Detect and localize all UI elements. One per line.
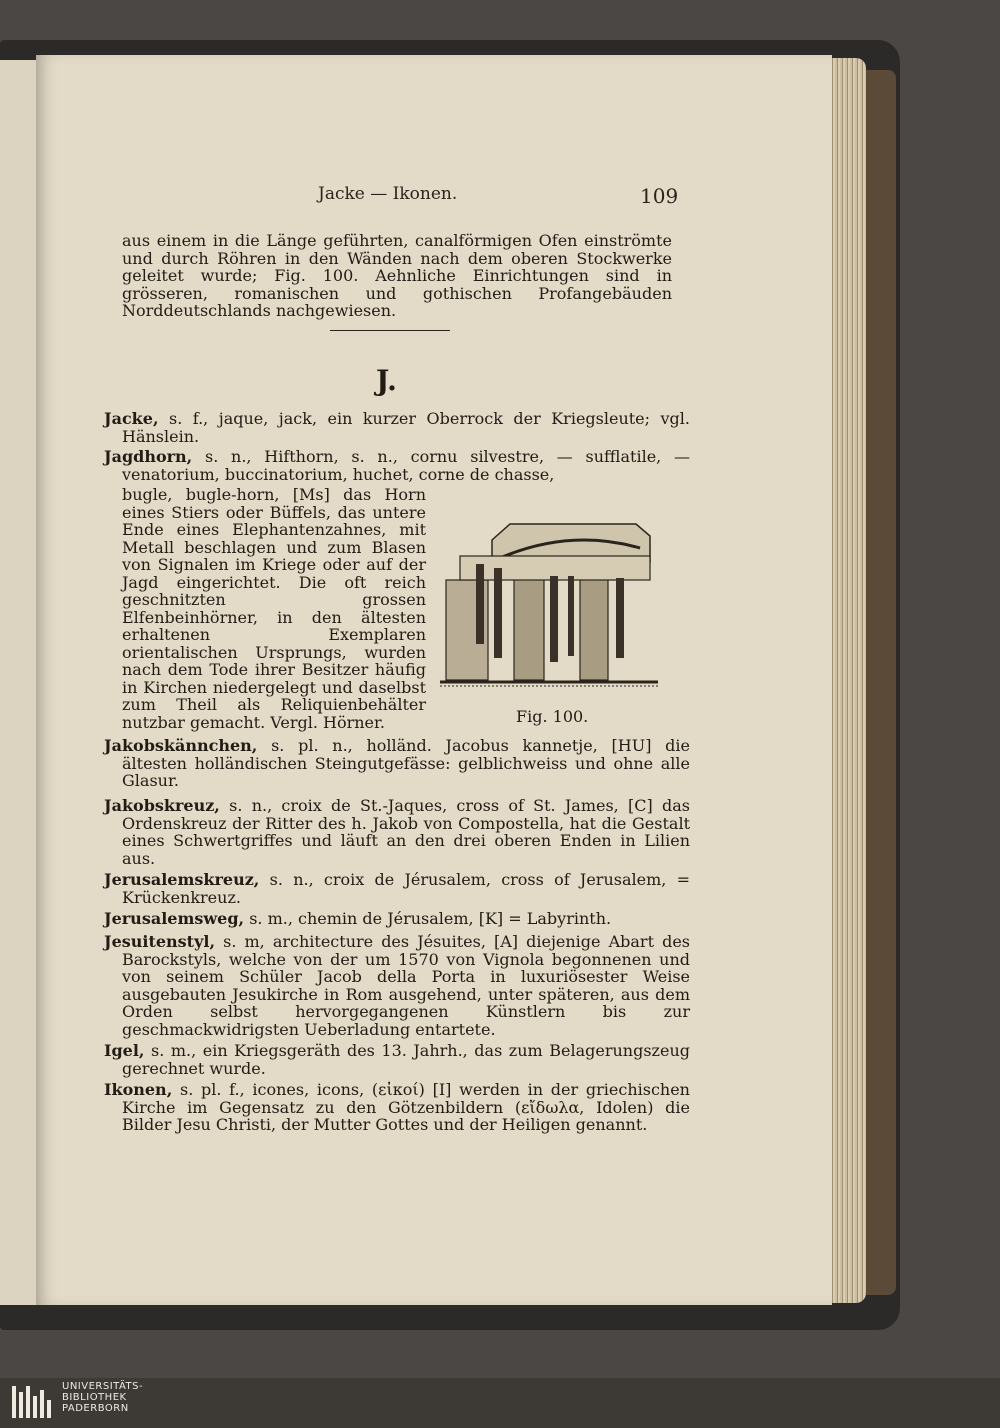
entry-text: s. pl. f., icones, icons, (εἰκοί) [I] werden in der griechischen Kirche im Gegensatz zu den Götzenbildern (εἴδωλα, Idolen) die Bilder Jesu Christi, der Mutter Gottes und der Heiligen genannt.	[122, 1080, 690, 1134]
page-edges	[830, 58, 866, 1303]
entry-igel	[104, 1042, 690, 1077]
entry-text: s. m, architecture des Jésuites, [A] diejenige Abart des Barockstyls, welche von der um 1570 von Vignola begonnenen und von seinem Schüler Jacob della Porta in luxuriösester Weise ausgebauten Jesukirche in Rom ausgehend, unter späteren, aus dem Orden selbst hervorgegangenen Künstlern bis zur geschmackwidrigsten Ueberladung entartete.	[122, 932, 691, 1039]
logo-line-3: PADERBORN	[62, 1403, 129, 1414]
entry-lemma: Jerusalemskreuz,	[104, 870, 260, 889]
entry-text: s. m., chemin de Jérusalem, [K] = Labyrinth.	[249, 909, 612, 928]
entry-text: s. n., Hifthorn, s. n., cornu silvestre, — sufflatile, — venatorium, buccinatorium, huchet, corne de chasse,	[122, 447, 691, 484]
cover-edge	[866, 70, 896, 1295]
entry-lemma: Jakobskännchen,	[104, 736, 258, 755]
entry-lemma: Ikonen,	[104, 1080, 173, 1099]
section-letter: J.	[376, 364, 397, 397]
entry-text: s. pl. n., holländ. Jacobus kannetje, [HU] die ältesten holländischen Steingutgefässe: gelblichweiss und ohne alle Glasur.	[122, 736, 690, 790]
entry-jerusalemsweg	[104, 910, 690, 928]
entry-jakobskaennchen	[104, 737, 690, 790]
entry-lemma: Jesuitenstyl,	[104, 932, 216, 951]
entry-text: s. n., croix de St.-Jaques, cross of St. James, [C] das Ordenskreuz der Ritter des h. Jakob von Compostella, hat die Gestalt eines Schwertgriffes und läuft an den drei oberen Enden in Lilien aus.	[122, 796, 690, 868]
entry-lemma: Jagdhorn,	[104, 447, 193, 466]
entry-lemma: Jerusalemsweg,	[104, 909, 245, 928]
entry-lemma: Igel,	[104, 1041, 145, 1060]
figure-caption: Fig. 100.	[516, 707, 589, 726]
entry-jesuitenstyl	[104, 933, 690, 1038]
logo-line-2: BIBLIOTHEK	[62, 1392, 127, 1403]
entry-jagdhorn	[104, 448, 690, 483]
intro-paragraph: aus einem in die Länge geführten, canalförmigen Ofen einströmte und durch Röhren in den Wänden nach dem oberen Stockwerke geleitet wurde; Fig. 100. Aehnliche Einrichtungen sind in grösseren, romanischen und gothischen Profangebäuden Norddeutschlands nachgewiesen.	[122, 231, 672, 320]
logo-line-1: UNIVERSITÄTS-	[62, 1381, 144, 1392]
entry-text: s. n., croix de Jérusalem, cross of Jerusalem, = Krückenkreuz.	[122, 870, 690, 907]
library-footer	[0, 1378, 1000, 1428]
entry-jerusalemskreuz	[104, 871, 690, 906]
entry-text: s. f., jaque, jack, ein kurzer Oberrock der Kriegsleute; vgl. Hänslein.	[122, 409, 690, 446]
entry-lemma: Jacke,	[104, 409, 159, 428]
library-logo-text	[62, 1381, 143, 1414]
running-title: Jacke — Ikonen.	[318, 184, 458, 204]
entry-ikonen	[104, 1081, 690, 1134]
entry-jakobskreuz	[104, 797, 690, 867]
page-number: 109	[640, 184, 679, 208]
section-divider	[330, 330, 450, 331]
entry-lemma: Jakobskreuz,	[104, 796, 220, 815]
entry-text: s. m., ein Kriegsgeräth des 13. Jahrh., das zum Belagerungszeug gerechnet wurde.	[122, 1041, 690, 1078]
figure-illustration	[440, 518, 658, 690]
entry-jacke	[104, 410, 690, 445]
library-logo-icon	[10, 1382, 54, 1422]
entry-jagdhorn-continued: bugle, bugle-horn, [Ms] das Horn eines Stiers oder Büffels, das untere Ende eines Elephantenzahnes, mit Metall beschlagen und zum Blasen von Signalen im Kriege oder auf der Jagd eingerichtet. Die oft reich geschnitzten grossen Elfenbeinhörner, in den ältesten erhaltenen Exemplaren orientalischen Ursprungs, wurden nach dem Tode ihrer Besitzer häufig in Kirchen niedergelegt und daselbst zum Theil als Reliquienbehälter nutzbar gemacht. Vergl. Hörner.	[122, 485, 426, 732]
